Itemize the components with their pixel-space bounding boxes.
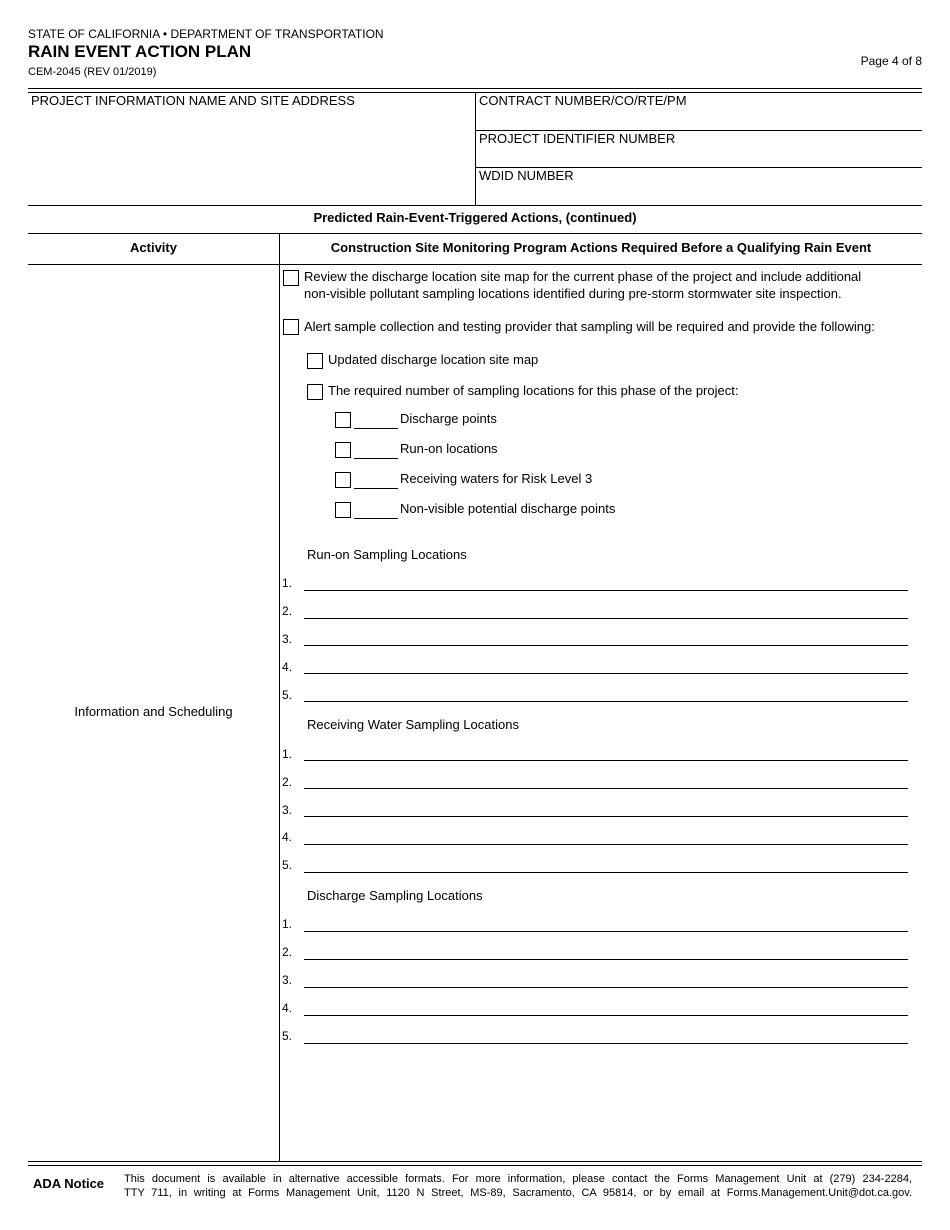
receiving-location-1-line[interactable]	[304, 760, 908, 761]
actions-column-header: Construction Site Monitoring Program Actions Required Before a Qualifying Rain Event	[330, 240, 872, 255]
run-on-locations-count-field[interactable]	[354, 458, 398, 459]
footer-divider-top	[28, 1161, 922, 1162]
activity-column-header: Activity	[130, 240, 177, 255]
review-map-text-line1: Review the discharge location site map for the current phase of the project and include additional	[304, 269, 862, 284]
receiving-waters-text: Receiving waters for Risk Level 3	[400, 471, 593, 486]
run-on-sampling-heading: Run-on Sampling Locations	[307, 547, 467, 562]
run-on-location-4-line[interactable]	[304, 673, 908, 674]
discharge-points-text: Discharge points	[400, 411, 497, 426]
project-identifier-label: PROJECT IDENTIFIER NUMBER	[479, 131, 676, 146]
alert-provider-text: Alert sample collection and testing provider that sampling will be required and provide the following:	[304, 319, 875, 334]
header-divider-top	[28, 88, 922, 89]
receiving-location-5-line[interactable]	[304, 872, 908, 873]
wdid-number-label: WDID NUMBER	[479, 168, 574, 183]
receiving-location-4-line[interactable]	[304, 844, 908, 845]
receiving-number-5: 5.	[282, 858, 293, 872]
run-on-number-1: 1.	[282, 576, 293, 590]
discharge-number-1: 1.	[282, 917, 293, 931]
run-on-number-3: 3.	[282, 632, 293, 646]
run-on-location-2-line[interactable]	[304, 618, 908, 619]
section-title: Predicted Rain-Event-Triggered Actions, (continued)	[313, 210, 637, 225]
activity-text: Information and Scheduling	[74, 704, 233, 719]
project-name-address-label: PROJECT INFORMATION NAME AND SITE ADDRESS	[31, 93, 355, 108]
alert-provider-checkbox[interactable]	[283, 319, 299, 335]
receiving-location-3-line[interactable]	[304, 816, 908, 817]
section-title-line	[28, 233, 922, 234]
wdid-number-field[interactable]	[477, 185, 921, 204]
receiving-number-4: 4.	[282, 830, 293, 844]
receiving-number-3: 3.	[282, 803, 293, 817]
run-on-location-5-line[interactable]	[304, 701, 908, 702]
run-on-location-1-line[interactable]	[304, 590, 908, 591]
run-on-locations-text: Run-on locations	[400, 441, 498, 456]
required-number-text: The required number of sampling locations for this phase of the project:	[328, 383, 739, 398]
receiving-waters-checkbox[interactable]	[335, 472, 351, 488]
updated-map-text: Updated discharge location site map	[328, 352, 539, 367]
updated-map-checkbox[interactable]	[307, 353, 323, 369]
receiving-number-2: 2.	[282, 775, 293, 789]
non-visible-checkbox[interactable]	[335, 502, 351, 518]
footer-divider-bottom	[28, 1165, 922, 1166]
receiving-water-sampling-heading: Receiving Water Sampling Locations	[307, 717, 519, 732]
receiving-location-2-line[interactable]	[304, 788, 908, 789]
review-map-text	[304, 268, 861, 302]
ada-notice-text	[124, 1172, 912, 1200]
form-title: RAIN EVENT ACTION PLAN	[28, 42, 252, 61]
run-on-number-4: 4.	[282, 660, 293, 674]
discharge-number-4: 4.	[282, 1001, 293, 1015]
table-header-line	[28, 264, 922, 265]
discharge-location-1-line[interactable]	[304, 931, 908, 932]
review-map-text-line2: non-visible pollutant sampling locations identified during pre-storm stormwater site inspection.	[304, 286, 842, 301]
ada-notice-line2: TTY 711, in writing at Forms Management Unit, 1120 N Street, MS-89, Sacramento, CA 95814, or by email at Forms.Management.Unit@dot.ca.gov.	[124, 1187, 912, 1199]
non-visible-text: Non-visible potential discharge points	[400, 501, 616, 516]
discharge-points-count-field[interactable]	[354, 428, 398, 429]
review-map-checkbox[interactable]	[283, 270, 299, 286]
receiving-waters-count-field[interactable]	[354, 488, 398, 489]
ada-notice-label: ADA Notice	[33, 1176, 105, 1191]
discharge-location-4-line[interactable]	[304, 1015, 908, 1016]
agency-name: STATE OF CALIFORNIA • DEPARTMENT OF TRANSPORTATION	[28, 27, 384, 41]
run-on-location-3-line[interactable]	[304, 645, 908, 646]
form-number: CEM-2045 (REV 01/2019)	[28, 66, 157, 78]
table-column-divider	[279, 233, 280, 1161]
non-visible-count-field[interactable]	[354, 518, 398, 519]
project-identifier-field[interactable]	[477, 148, 921, 166]
discharge-location-3-line[interactable]	[304, 987, 908, 988]
discharge-number-5: 5.	[282, 1029, 293, 1043]
project-info-divider	[475, 92, 476, 205]
contract-number-label: CONTRACT NUMBER/CO/RTE/PM	[479, 93, 687, 108]
page-number: Page 4 of 8	[860, 54, 922, 68]
ada-notice-line1: This document is available in alternative accessible formats. For more information, please contact the Forms Management Unit at (279) 234-2284,	[124, 1173, 912, 1185]
project-name-address-field[interactable]	[29, 110, 473, 204]
discharge-sampling-heading: Discharge Sampling Locations	[307, 888, 483, 903]
discharge-points-checkbox[interactable]	[335, 412, 351, 428]
run-on-number-2: 2.	[282, 604, 293, 618]
discharge-location-2-line[interactable]	[304, 959, 908, 960]
required-number-checkbox[interactable]	[307, 384, 323, 400]
receiving-number-1: 1.	[282, 747, 293, 761]
run-on-locations-checkbox[interactable]	[335, 442, 351, 458]
project-block-bottom	[28, 205, 922, 206]
discharge-number-2: 2.	[282, 945, 293, 959]
discharge-number-3: 3.	[282, 973, 293, 987]
discharge-location-5-line[interactable]	[304, 1043, 908, 1044]
run-on-number-5: 5.	[282, 688, 293, 702]
contract-number-field[interactable]	[477, 110, 921, 129]
